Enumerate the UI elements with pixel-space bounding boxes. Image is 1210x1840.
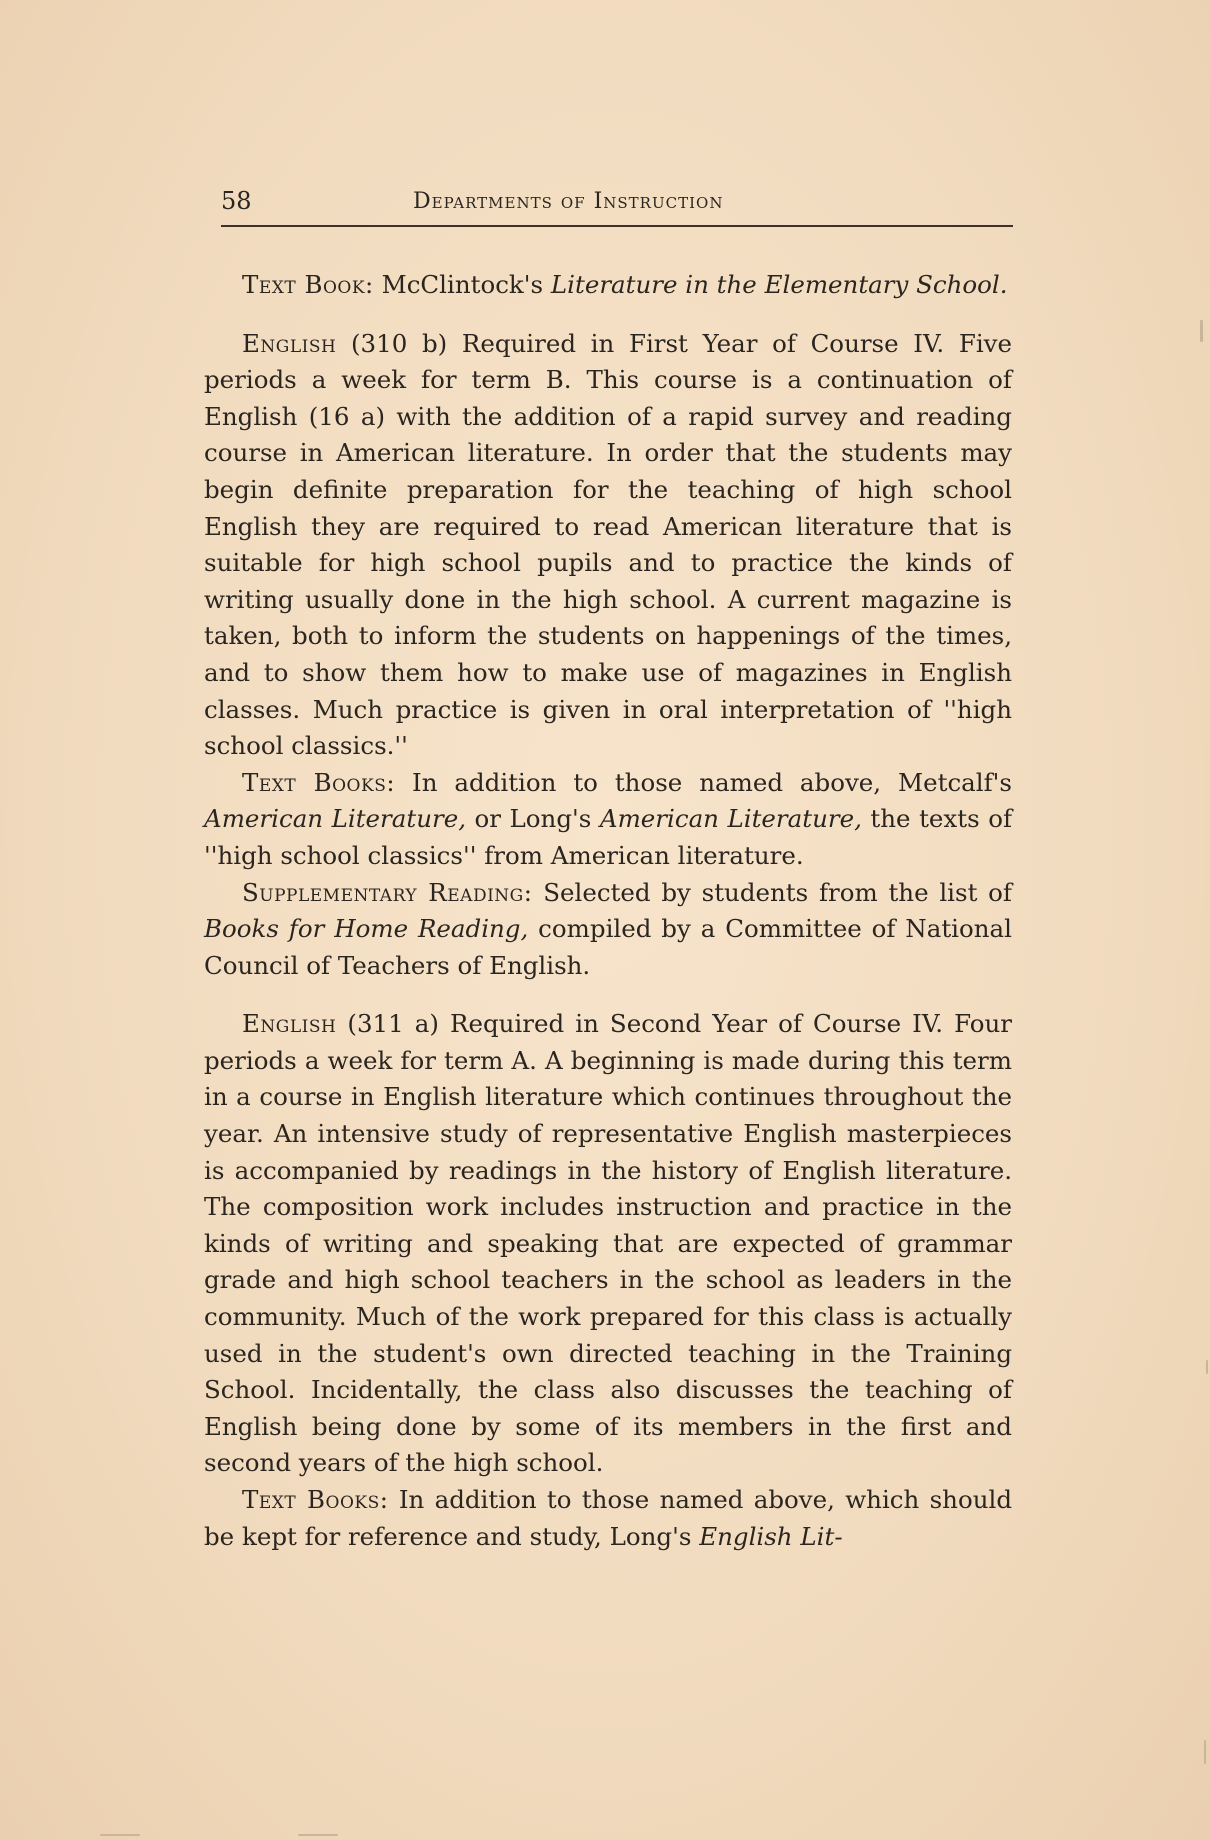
book-title: Books for Home Reading, [204, 914, 529, 944]
paragraph-text: compiled by a Committee of National Council of Teachers of English. [204, 914, 1012, 980]
paragraph-text: (311 a) Required in Second Year of Course IV. Four periods a week for term A. A beginning is made during this term in a course in English literature which continues throughout the year. An intensive study of representative English masterpieces is accompanied by readings in the history of English literature. The composition work includes instruction and practice in the kinds of writing and speaking that are expected of grammar grade and high school teachers in the school as leaders in the community. Much of the work prepared for this class is actually used in the student's own directed teaching in the Training School. Incidentally, the class also discusses the teaching of English being done by some of its members in the first and second years of the high school. [204, 1009, 1012, 1478]
book-title: American Literature, [204, 804, 467, 834]
paragraph-english-311a [204, 1006, 1012, 1482]
paper-blemish [1200, 320, 1203, 342]
paragraph-text: In addition to those named above, which should be kept for reference and study, Long's [204, 1485, 1012, 1551]
paragraph-text-books-310b [204, 765, 1012, 875]
paragraph-text: Selected by students from the list of [532, 877, 1012, 907]
book-title: English Lit- [699, 1521, 843, 1551]
paragraph-text: the texts of ''high school classics'' from American literature. [204, 804, 1013, 870]
paragraph-text-book [204, 267, 1012, 304]
paragraph-text: (310 b) Required in First Year of Course IV. Five periods a week for term B. This course is a continuation of English (16 a) with the addition of a rapid survey and reading course in American literature. In order that the students may begin definite preparation for the teaching of high school English they are required to read American literature that is suitable for high school pupils and to practice the kinds of writing usually done in the high school. A current magazine is taken, both to inform the students on happenings of the times, and to show them how to make use of magazines in English classes. Much practice is given in oral interpretation of ''high school classics.'' [204, 328, 1012, 761]
paragraph-english-310b [204, 326, 1012, 765]
course-label: English [242, 328, 337, 358]
paragraph-text: McClintock's [373, 270, 551, 299]
page-header [221, 183, 1013, 227]
page-number: 58 [221, 187, 252, 215]
paragraph-text: or Long's [466, 804, 600, 834]
paper-blemish [1206, 1360, 1208, 1374]
paragraph-supplementary-reading [204, 875, 1012, 985]
section-label: Text Book: [242, 270, 374, 299]
section-label: Text Books: [242, 767, 396, 797]
section-label: Supplementary Reading: [242, 877, 533, 907]
paper-blemish [1204, 1740, 1206, 1764]
paragraph-text: In addition to those named above, Metcalf's [395, 767, 1012, 797]
paper-blemish [298, 1834, 338, 1836]
running-head: Departments of Instruction [413, 189, 724, 214]
book-title: American Literature, [599, 804, 862, 834]
book-title: Literature in the Elementary School. [550, 270, 1008, 299]
course-label: English [242, 1009, 337, 1039]
body-text [204, 267, 1012, 1555]
paragraph-text-books-311a [204, 1482, 1012, 1555]
section-label: Text Books: [242, 1485, 389, 1514]
paper-blemish [100, 1834, 140, 1836]
